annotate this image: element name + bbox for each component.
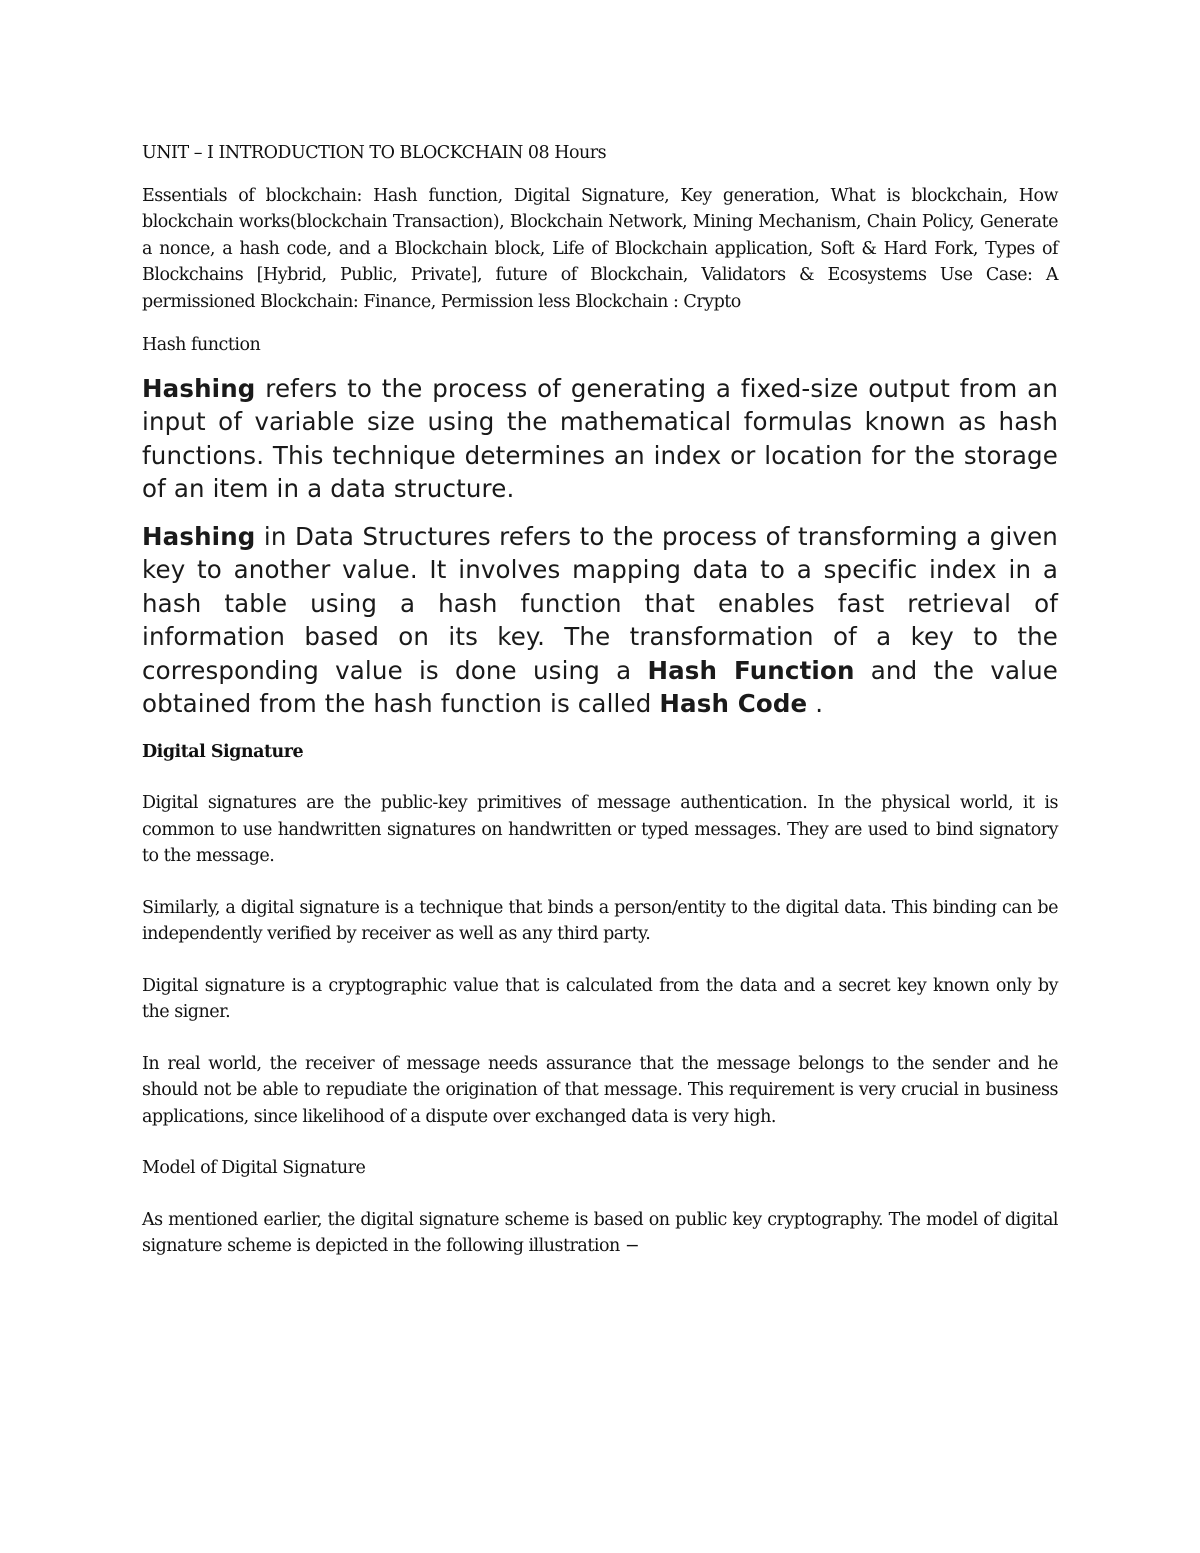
hashing-ds-text-3: . bbox=[807, 689, 824, 718]
unit-title: UNIT – I INTRODUCTION TO BLOCKCHAIN 08 Hours bbox=[142, 143, 607, 163]
hash-code-term: Hash Code bbox=[659, 689, 808, 718]
document-body bbox=[142, 140, 1058, 1285]
hashing-term: Hashing bbox=[142, 373, 256, 403]
hashing-term-2: Hashing bbox=[142, 521, 256, 551]
hashing-data-structures-paragraph bbox=[142, 520, 1058, 721]
digital-signature-paragraph-1: Digital signatures are the public-key primitives of message authentication. In the physical world, it is common to use handwritten signatures on handwritten or typed messages. They are used to bind signatory to the message. bbox=[142, 793, 1058, 866]
digital-signature-paragraph-3: Digital signature is a cryptographic value that is calculated from the data and a secret key known only by the signer. bbox=[142, 975, 1058, 1022]
digital-signature-paragraph-2: Similarly, a digital signature is a technique that binds a person/entity to the digital data. This binding can be independently verified by receiver as well as any third party. bbox=[142, 897, 1058, 944]
hashing-definition-paragraph bbox=[142, 372, 1058, 506]
model-heading: Model of Digital Signature bbox=[142, 1158, 366, 1178]
hash-function-term: Hash Function bbox=[647, 655, 855, 685]
digital-signature-paragraph-4: In real world, the receiver of message needs assurance that the message belongs to the sender and he should not be able to repudiate the origination of that message. This requirement is very crucial in business applications, since likelihood of a dispute over exchanged data is very high. bbox=[142, 1053, 1058, 1127]
hash-function-heading: Hash function bbox=[142, 335, 261, 355]
model-paragraph: As mentioned earlier, the digital signature scheme is based on public key cryptography. The model of digital signature scheme is depicted in the following illustration − bbox=[142, 1209, 1058, 1256]
digital-signature-heading: Digital Signature bbox=[142, 741, 304, 762]
hashing-ds-text-1: in Data Structures refers to the process of transforming a given key to another value. It involves mapping data to a specific index in a hash table using a hash function that enables fast retrieval of information based on its key. The transformation of a key to the corresponding value is done using a bbox=[142, 521, 1058, 685]
hashing-ds-text-2: and the value obtained from the hash function is called bbox=[142, 655, 1059, 718]
hashing-definition-text: refers to the process of generating a fixed-size output from an input of variable size using the mathematical formulas known as hash functions. This technique determines an index or location for the storage of an item in a data structure. bbox=[142, 373, 1058, 503]
syllabus-paragraph: Essentials of blockchain: Hash function, Digital Signature, Key generation, What is blockchain, How blockchain works(blockchain Transaction), Blockchain Network, Mining Mechanism, Chain Policy, Generate a nonce, a hash code, and a Blockchain block, Life of Blockchain application, Soft & Hard Fork, Types of Blockchains [Hybrid, Public, Private], future of Blockchain, Validators & Ecosystems Use Case: A permissioned Blockchain: Finance, Permission less Blockchain : Crypto bbox=[142, 185, 1058, 312]
